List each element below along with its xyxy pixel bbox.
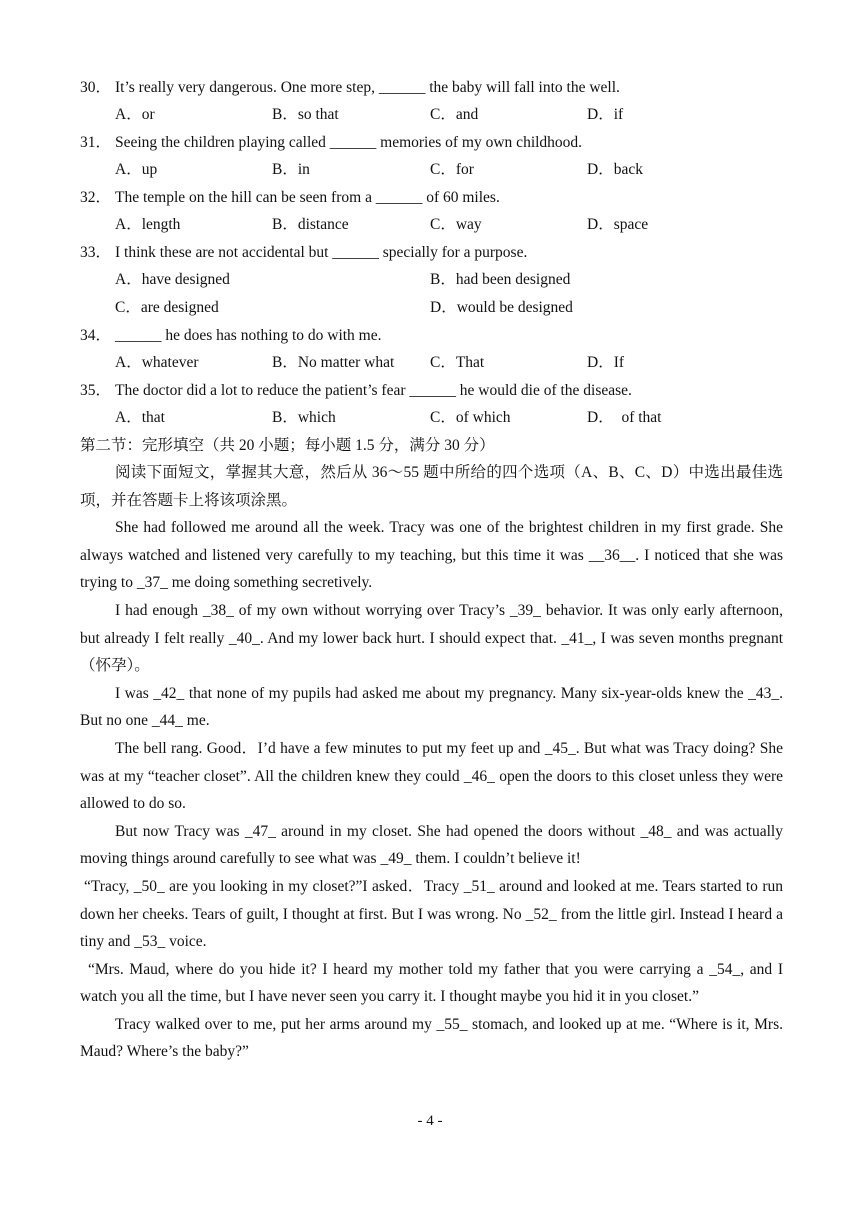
cloze-passage	[80, 459, 783, 1066]
option-d: D．would be designed	[430, 299, 573, 316]
option-a: A．up	[115, 161, 158, 178]
question-text: It’s really very dangerous. One more step, ______ the baby will fall into the well.	[115, 79, 620, 96]
question-number: 32．	[80, 189, 112, 206]
passage-paragraph-8: Tracy walked over to me, put her arms around my _55_ stomach, and looked up at me. “Where is it, Mrs. Maud? Where’s the baby?”	[80, 1015, 783, 1061]
option-b: B．so that	[272, 106, 339, 123]
option-a: A．or	[115, 106, 155, 123]
option-b: B．distance	[272, 216, 349, 233]
option-d: D． of that	[587, 409, 662, 426]
question-text: The temple on the hill can be seen from a ______ of 60 miles.	[115, 189, 500, 206]
question-number: 34．	[80, 327, 112, 344]
option-c: C．and	[430, 106, 479, 123]
option-b: B．in	[272, 161, 310, 178]
option-c: C．That	[430, 354, 485, 371]
option-c: C．way	[430, 216, 482, 233]
question-30	[80, 74, 783, 102]
passage-paragraph-4: The bell rang. Good．I’d have a few minutes to put my feet up and _45_. But what was Tracy doing? She was at my “teacher closet”. All the children knew they could _46_ open the doors to this closet unless they were allowed to do so.	[80, 739, 783, 813]
question-number: 30．	[80, 79, 112, 96]
question-number: 31．	[80, 134, 112, 151]
passage-paragraph-7: “Mrs. Maud, where do you hide it? I heard my mother told my father that you were carrying a _54_, and I watch you all the time, but I have never seen you carry it. I thought maybe you hid it in you closet.”	[80, 960, 783, 1006]
passage-paragraph-6: “Tracy, _50_ are you looking in my closet?”I asked．Tracy _51_ around and looked at me. Tears started to run down her cheeks. Tears of guilt, I thought at first. But I was wrong. No _52_ from the little girl. Instead I heard a tiny and _53_ voice.	[80, 877, 783, 951]
option-c: C．are designed	[115, 299, 219, 316]
option-d: D．if	[587, 106, 624, 123]
option-a: A．that	[115, 409, 165, 426]
question-34	[80, 322, 783, 350]
option-a: A．length	[115, 216, 181, 233]
option-b: B．had been designed	[430, 271, 571, 288]
option-c: C．of which	[430, 409, 511, 426]
question-32	[80, 184, 783, 212]
section-instruction: 阅读下面短文，掌握其大意，然后从 36～55 题中所给的四个选项（A、B、C、D）中选出最佳选项，并在答题卡上将该项涂黑。	[80, 464, 783, 509]
page-number: - 4 -	[417, 1113, 443, 1129]
question-number: 33．	[80, 244, 112, 261]
passage-paragraph-3: I was _42_ that none of my pupils had asked me about my pregnancy. Many six-year-olds knew the _43_. But no one _44_ me.	[80, 684, 783, 730]
option-d: D．back	[587, 161, 643, 178]
passage-paragraph-1: She had followed me around all the week. Tracy was one of the brightest children in my first grade. She always watched and listened very carefully to my teaching, but this time it was __36__. I noticed that she was trying to _37_ me doing something secretively.	[80, 519, 783, 592]
question-number: 35．	[80, 382, 112, 399]
option-d: D．space	[587, 216, 649, 233]
option-a: A．have designed	[115, 271, 230, 288]
question-33	[80, 239, 783, 267]
option-b: B．No matter what	[272, 354, 395, 371]
passage-paragraph-5: But now Tracy was _47_ around in my closet. She had opened the doors without _48_ and was actually moving things around carefully to see what was _49_ them. I couldn’t believe it!	[80, 822, 783, 868]
question-text: I think these are not accidental but ______ specially for a purpose.	[115, 244, 528, 261]
option-a: A．whatever	[115, 354, 199, 371]
section-title: 第二节：完形填空（共 20 小题；每小题 1.5 分，满分 30 分）	[80, 437, 495, 454]
question-text: The doctor did a lot to reduce the patient’s fear ______ he would die of the disease.	[115, 382, 632, 399]
question-text: Seeing the children playing called ______ memories of my own childhood.	[115, 134, 583, 151]
option-d: D．If	[587, 354, 625, 371]
question-35	[80, 377, 783, 405]
option-c: C．for	[430, 161, 474, 178]
option-b: B．which	[272, 409, 336, 426]
question-text: ______ he does has nothing to do with me.	[115, 327, 382, 344]
question-31	[80, 129, 783, 157]
passage-paragraph-2: I had enough _38_ of my own without worrying over Tracy’s _39_ behavior. It was only early afternoon, but already I felt really _40_. And my lower back hurt. I should expect that. _41_, I was seven months pregnant （怀孕）。	[80, 601, 783, 675]
